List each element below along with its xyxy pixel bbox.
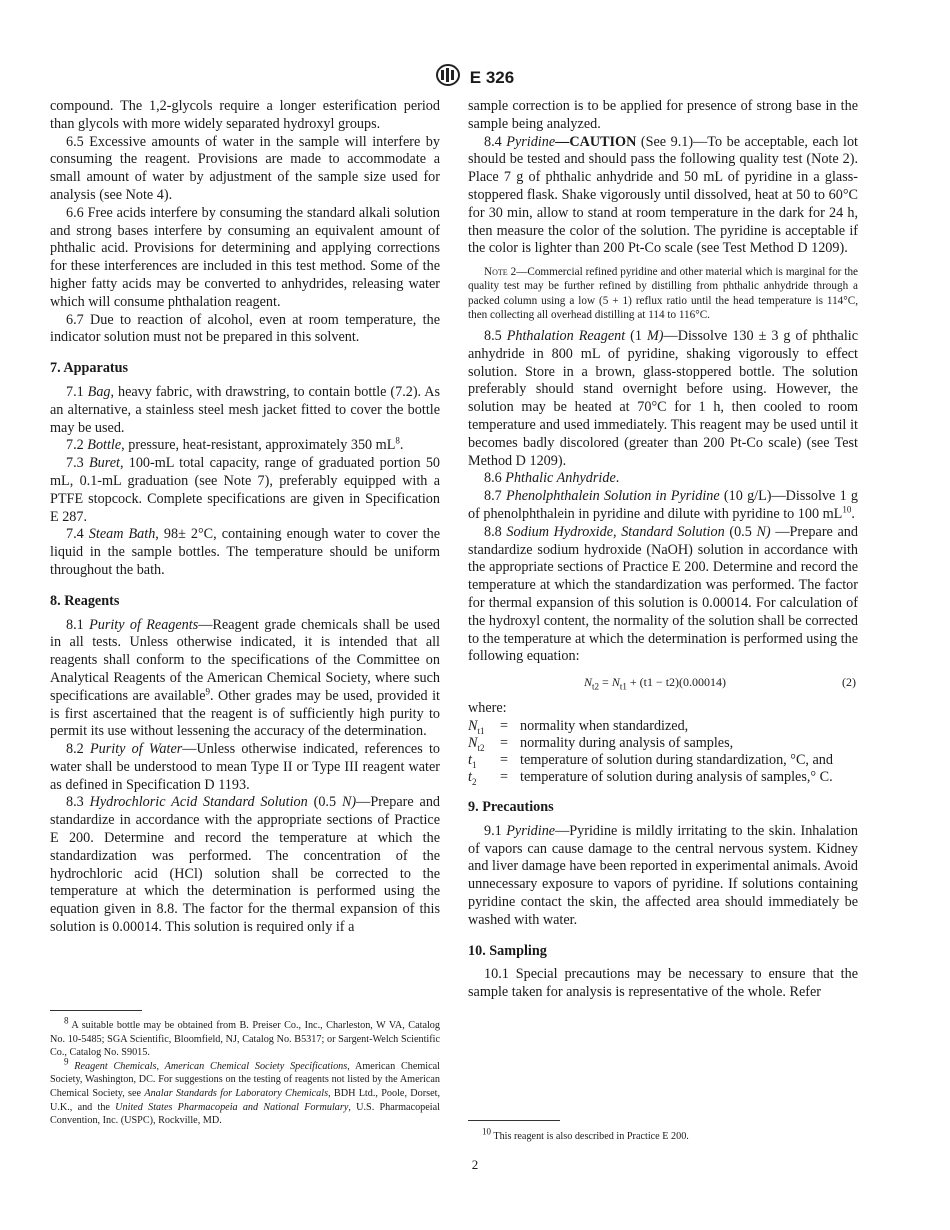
note-2: Note 2—Commercial refined pyridine and other material which is marginal for the quality test may be further refined by distilling from phthalic anhydride through a packed column using a low (5 + 1) reflux ratio until the head temperature is 114°C, then collecting all overhead distilling at 114 to 116°C. [468,266,859,321]
paragraph-8-7: 8.7 Phenolphthalein Solution in Pyridine (10 g/L)—Dissolve 1 g of phenolphthalein in pyridine and dilute with pyridine to 100 $mL^{10}$. [468,488,859,522]
footnote-ref-10: 10 [842,504,852,515]
footnote-divider [50,1010,142,1011]
section-heading-apparatus: 7. Apparatus [50,360,129,377]
document-designation: E 326 [469,67,515,87]
astm-logo-icon [436,64,460,91]
paragraph-7-3: 7.3 Buret, 100-mL total capacity, range of graduated portion 50 mL, 0.1-mL graduation (see Note 7), preferably equipped with a PTFE stopcock. Complete specifications are given in Specification E 287. [50,455,441,525]
page-header [0,64,950,91]
equation-2 [468,674,858,690]
paragraph-9-1: 9.1 Pyridine—Pyridine is mildly irritating to the skin. Inhalation of vapors can cause damage to the central nervous system. Kidney and liver damage have been reported in experimental animals. Avoid unnecessary exposure to vapors of pyridine. If solutions containing pyridine contact the skin, the affected area should immediately be washed with water. [468,822,859,928]
section-heading-reagents: 8. Reagents [50,592,120,609]
paragraph-6-5: 6.5 Excessive amounts of water in the sample will interfere by consuming the reagent. Provisions are made to accommodate a small amount of water by adjustment of the sample size used for analysis (see Note 4). [50,133,440,203]
page-number: 2 [471,1157,479,1172]
paragraph-continuation-right: sample correction is to be applied for presence of strong base in the sample being analyzed. [468,98,858,132]
paragraph-7-4: 7.4 Steam Bath, 98± 2°C, containing enough water to cover the liquid in the sample bottles. The temperature should be uniform throughout the bath. [50,526,440,578]
paragraph-continuation: compound. The 1,2-glycols require a longer esterification period than glycols with more widely separated hydroxyl groups. [50,98,440,132]
where-row: $N_{t1}$ = normality when standardized, [468,717,689,736]
paragraph-8-8: 8.8 Sodium Hydroxide, Standard Solution (0.5 N) —Prepare and standardize sodium hydroxide (NaOH) solution in accordance with the appropriate sections of Practice E 200. Determine and record the temperature at which the standardization was performed. The factor for thermal expansion of this solution is 0.00014. For calculation of the hydroxyl content, the normality of the solution shall be corrected to the temperature at which the determination is performed using the following equation: [468,523,858,665]
footnote-10: $^{10}$ This reagent is also described in Practice E 200. [482,1126,689,1142]
footnotes-left [50,1015,441,1128]
paragraph-6-6: 6.6 Free acids interfere by consuming the standard alkali solution and strong bases interfere by consuming an equivalent amount of phthalic acid. Provisions for determining and applying corrections for these interferences are included in this test method. Some of the higher fatty acids may be converted to anhydrides, releasing water which will consume phthalation reagent. [50,204,440,310]
footnote-8: $^8$ A suitable bottle may be obtained from B. Preiser Co., Inc., Charleston, W VA, Catalog No. 10-5485; SGA Scientific, Bloomfield, NJ, Catalog No. B5317; or Sargent-Welch Scientific Co., Catalog No. S9015. [50,1015,440,1059]
equation-expression: $N_{t2} = N_{t1} + (t1 - t2)(0.00014)$ [584,675,727,692]
paragraph-8-3: 8.3 Hydrochloric Acid Standard Solution (0.5 N)—Prepare and standardize in accordance with the appropriate sections of Practice E 200. Determine and record the temperature at which the standardization was performed. The concentration of the hydrochloric acid (HCl) solution shall be corrected to the temperature at which the determination is performed using the equation given in 8.8. The factor for the thermal expansion of this solution is 0.00014. This solution is required only if a [50,794,441,936]
paragraph-8-5: 8.5 Phthalation Reagent (1 M)—Dissolve 130 ± 3 g of phthalic anhydride in 800 mL of pyridine, shaking vigorously to effect solution. Store in a brown, glass-stoppered bottle. The solution preferably should stand overnight before using. However, the solution may be heated at 70°C for 1 h, then cooled to room temperature and used immediately. This reagent may be used until it becomes badly discolored (greater than 200 Pt-Co scale) (see Test Method D 1209). [468,327,859,469]
paragraph-10-1: 10.1 Special precautions may be necessary to ensure that the sample taken for analysis is representative of the whole. Refer [468,966,858,1001]
section-heading-sampling: 10. Sampling [468,942,547,959]
paragraph-7-2: 7.2 Bottle, pressure, heat-resistant, approximately 350 $mL^8$. [66,435,404,454]
section-heading-precautions: 9. Precautions [468,798,554,815]
paragraph-8-6: 8.6 Phthalic Anhydride. [484,470,620,487]
left-column [50,98,440,937]
where-list [468,700,858,786]
where-row: $t_2$ = temperature of solution during analysis of samples,° C. [468,768,833,787]
where-label: where: [468,700,507,717]
where-row: $t_1$ = temperature of solution during standardization, °C, and [468,751,833,770]
footnote-9: $^9$ Reagent Chemicals, American Chemical Society Specifications, American Chemical Society, Washington, DC. For suggestions on the testing of reagents not listed by the American Chemical Society, see Analar Standards for Laboratory Chemicals, BDH Ltd., Poole, Dorset, U.K., and the United States Pharmacopeia and National Formulary, U.S. Pharmacopeial Convention, Inc. (USPC), Rockville, MD. [50,1056,441,1127]
paragraph-8-4: 8.4 Pyridine—CAUTION (See 9.1)—To be acceptable, each lot should be tested and should pass the following quality test (Note 2). Place 7 g of phthalic anhydride and 50 mL of pyridine in a glass-stoppered flask. Shake vigorously until dissolved, heat at 50 to 60°C for 30 min, allow to stand at room temperature in the dark for 24 h, then measure the color of the solution. The pyridine is acceptable if the color is lighter than 200 Pt-Co scale (see Test Method D 1209). [468,133,858,257]
footnote-ref-8: 8 [395,435,400,446]
paragraph-7-1: 7.1 Bag, heavy fabric, with drawstring, to contain bottle (7.2). As an alternative, a stainless steel mesh jacket fitted to cover the bottle may be used. [50,383,440,436]
equation-number: (2) [842,675,856,690]
paragraph-8-1: 8.1 Purity of Reagents—Reagent grade chemicals shall be used in all tests. Unless otherwise indicated, it is intended that all reagents shall conform to the specifications of the Committee on Analytical Reagents of the American Chemical Society, where such specifications are available$^9$. Other grades may be used, provided it is first ascertained that the reagent is of sufficiently high purity to permit its use without lessening the accuracy of the determination. [50,616,441,740]
footnote-ref-9: 9 [205,685,210,696]
paragraph-6-7: 6.7 Due to reaction of alcohol, even at room temperature, the indicator solution must not be prepared in this solvent. [50,311,440,346]
right-column [468,98,858,1002]
paragraph-8-2: 8.2 Purity of Water—Unless otherwise indicated, references to water shall be understood to mean Type II or Type III reagent water as defined in Specification D 1193. [50,741,440,793]
footnote-divider-right [468,1120,560,1121]
where-row: $N_{t2}$ = normality during analysis of samples, [468,734,734,753]
